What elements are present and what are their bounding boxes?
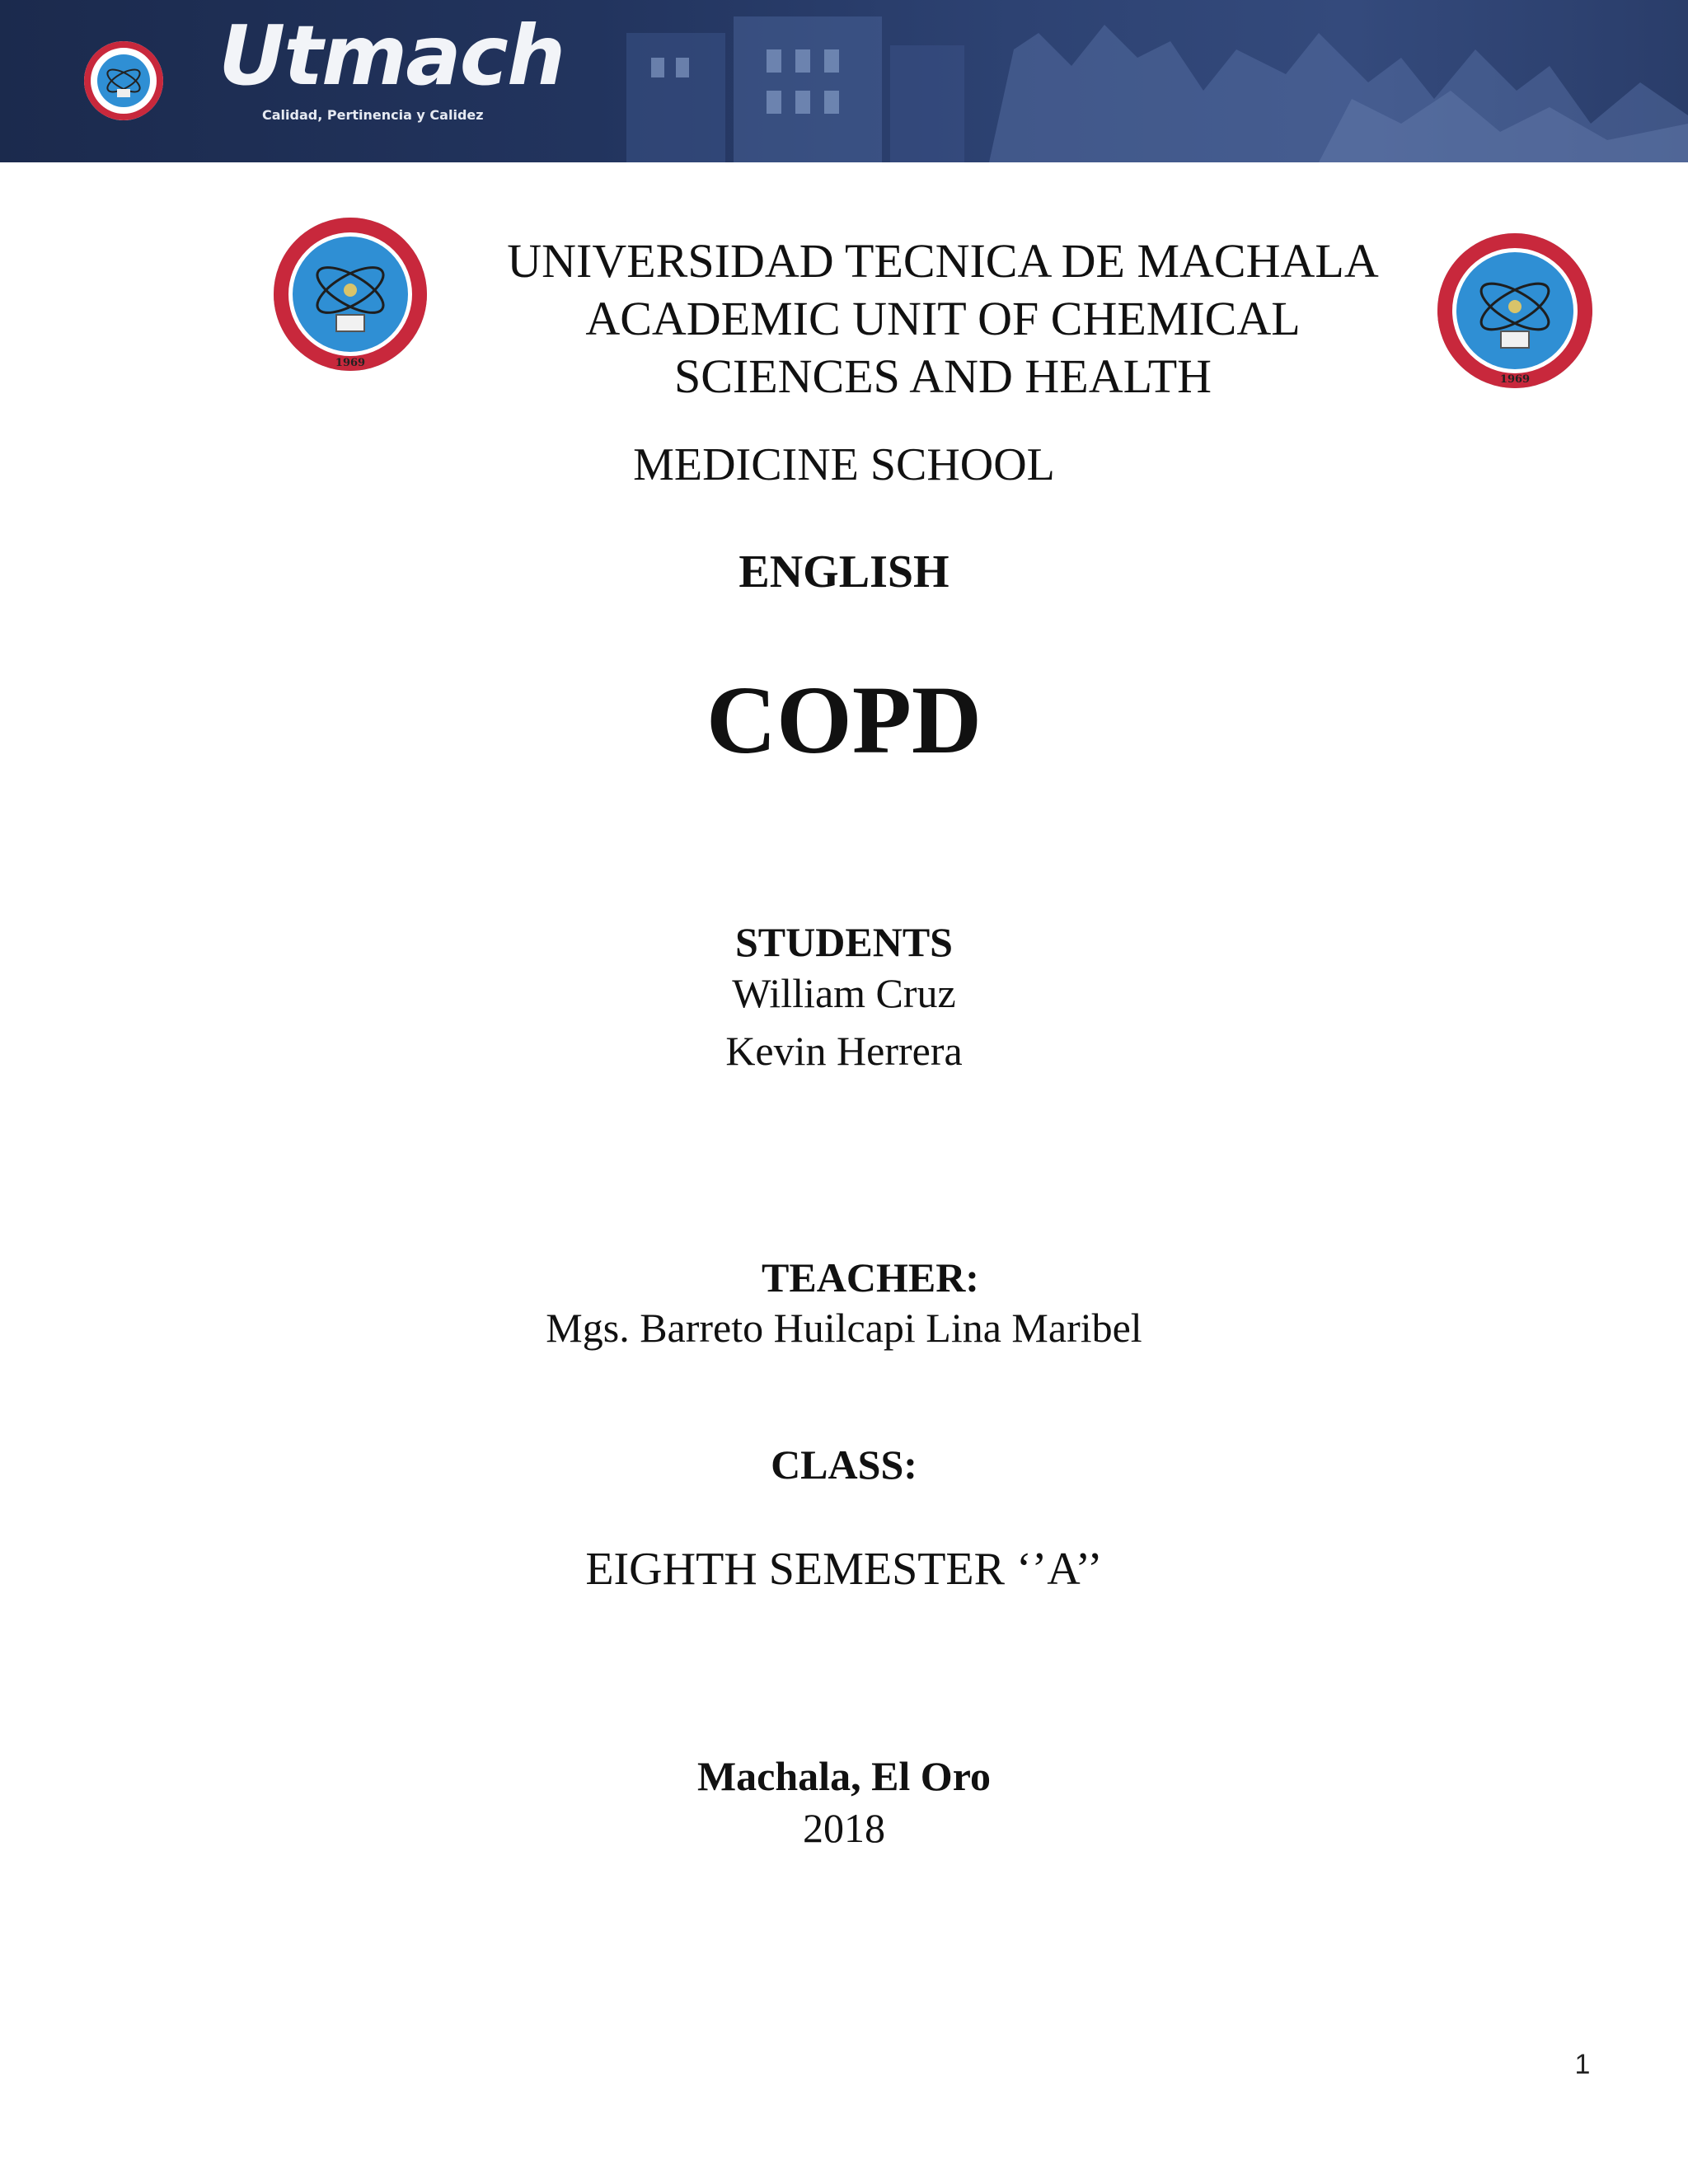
- subject-title: ENGLISH: [738, 546, 950, 598]
- school-name: MEDICINE SCHOOL: [633, 439, 1055, 490]
- student-name: Kevin Herrera: [725, 1028, 963, 1074]
- class-heading: CLASS:: [771, 1441, 917, 1488]
- location-place: Machala, El Oro: [696, 1753, 991, 1799]
- brand-wordmark: Utmach: [218, 7, 565, 104]
- header-banner: [0, 0, 1688, 162]
- teacher-heading: TEACHER:: [762, 1254, 979, 1301]
- teacher-name: Mgs. Barreto Huilcapi Lina Maribel: [546, 1305, 1142, 1351]
- students-heading: STUDENTS: [735, 919, 953, 965]
- student-name: William Cruz: [732, 970, 956, 1016]
- university-seal-icon: [82, 40, 165, 122]
- academic-unit-line: ACADEMIC UNIT OF CHEMICAL: [585, 292, 1301, 345]
- university-name: UNIVERSIDAD TECNICA DE MACHALA: [507, 234, 1379, 288]
- university-seal-right-icon: [1432, 232, 1597, 389]
- document-title: COPD: [706, 666, 982, 774]
- academic-unit-line-2: SCIENCES AND HEALTH: [673, 349, 1212, 403]
- class-value: EIGHTH SEMESTER ‘’A’’: [585, 1544, 1103, 1595]
- page-number: 1: [1574, 2049, 1591, 2080]
- brand-tagline: Calidad, Pertinencia y Calidez: [262, 107, 484, 123]
- university-seal-left-icon: [272, 216, 429, 373]
- svg-text:1969: 1969: [1499, 373, 1531, 386]
- svg-text:1969: 1969: [335, 357, 366, 369]
- location-year: 2018: [803, 1805, 885, 1851]
